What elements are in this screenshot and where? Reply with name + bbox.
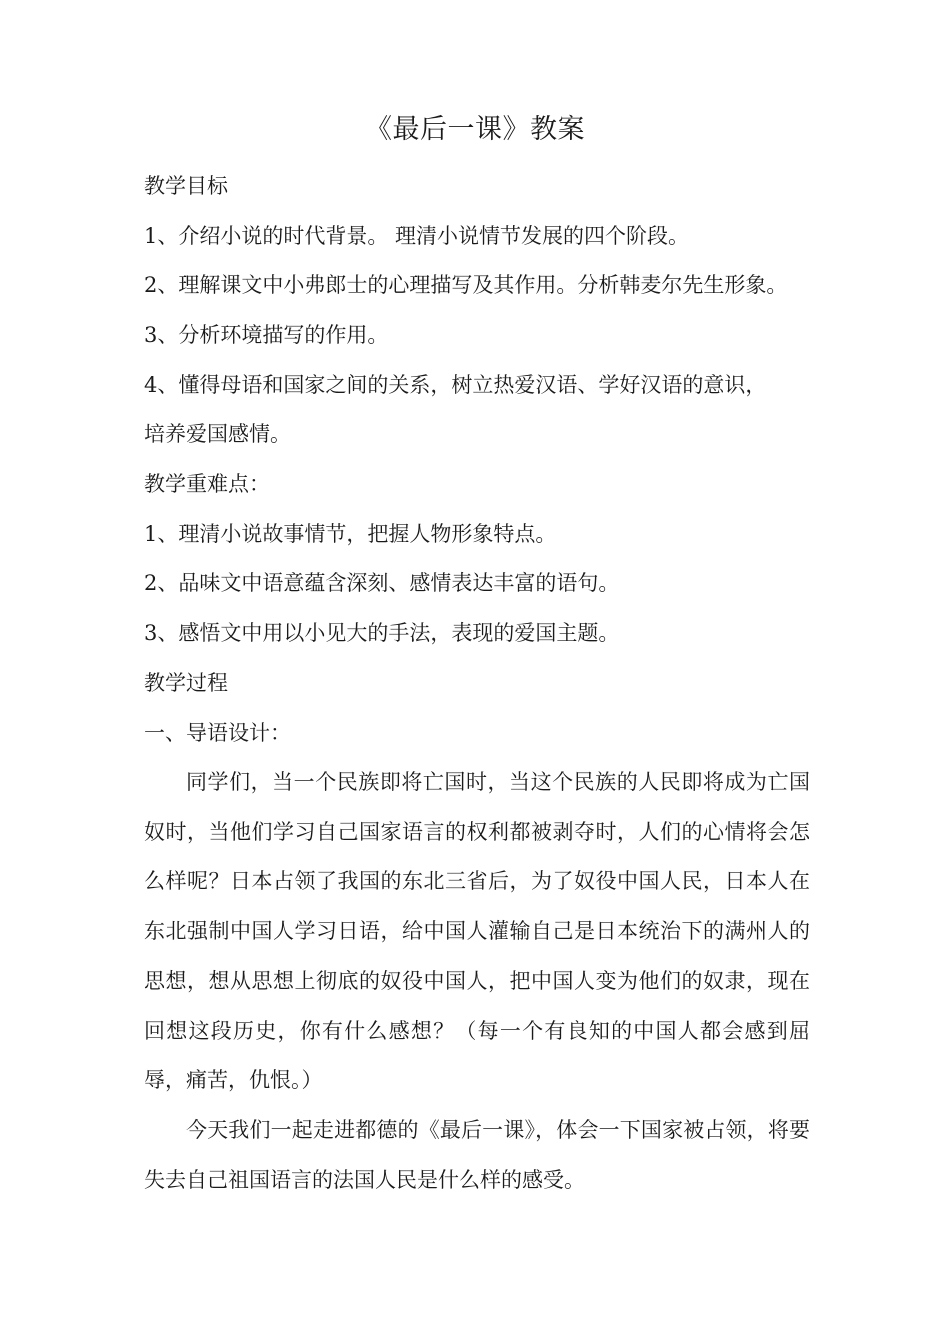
key-point-item-2: 2、品味文中语意蕴含深刻、感情表达丰富的语句。 [144, 571, 620, 595]
objectives-heading: 教学目标 [144, 174, 228, 198]
objective-item-2: 2、理解课文中小弗郎士的心理描写及其作用。分析韩麦尔先生形象。 [144, 273, 788, 297]
objective-item-4: 4、懂得母语和国家之间的关系，树立热爱汉语、学好汉语的意识， [144, 373, 767, 397]
process-heading: 教学过程 [144, 671, 228, 695]
paragraph-lesson-intro: 今天我们一起走进都德的《最后一课》，体会一下国家被占领，将要失去自己祖国语言的法国人民是什么样的感受。 [144, 1118, 810, 1192]
section-1-heading: 一、导语设计： [144, 721, 291, 745]
objective-item-4-continued: 培养爱国感情。 [144, 422, 291, 446]
key-points-heading: 教学重难点： [144, 472, 270, 496]
document-title: 《最后一课》教案 [365, 114, 585, 145]
paragraph-intro: 同学们，当一个民族即将亡国时，当这个民族的人民即将成为亡国奴时，当他们学习自己国家语言的权利都被剥夺时，人们的心情将会怎么样呢？日本占领了我国的东北三省后，为了奴役中国人民，日本人在东北强制中国人学习日语，给中国人灌输自己是日本统治下的满州人的思想，想从思想上彻底的奴役中国人，把中国人变为他们的奴隶，现在回想这段历史，你有什么感想？（每一个有良知的中国人都会感到屈辱，痛苦，仇恨。） [144, 770, 810, 1093]
key-point-item-1: 1、理清小说故事情节，把握人物形象特点。 [144, 522, 557, 546]
objective-item-3: 3、分析环境描写的作用。 [144, 323, 389, 347]
key-point-item-3: 3、感悟文中用以小见大的手法，表现的爱国主题。 [144, 621, 620, 645]
objective-item-1: 1、介绍小说的时代背景。 理清小说情节发展的四个阶段。 [144, 224, 690, 248]
